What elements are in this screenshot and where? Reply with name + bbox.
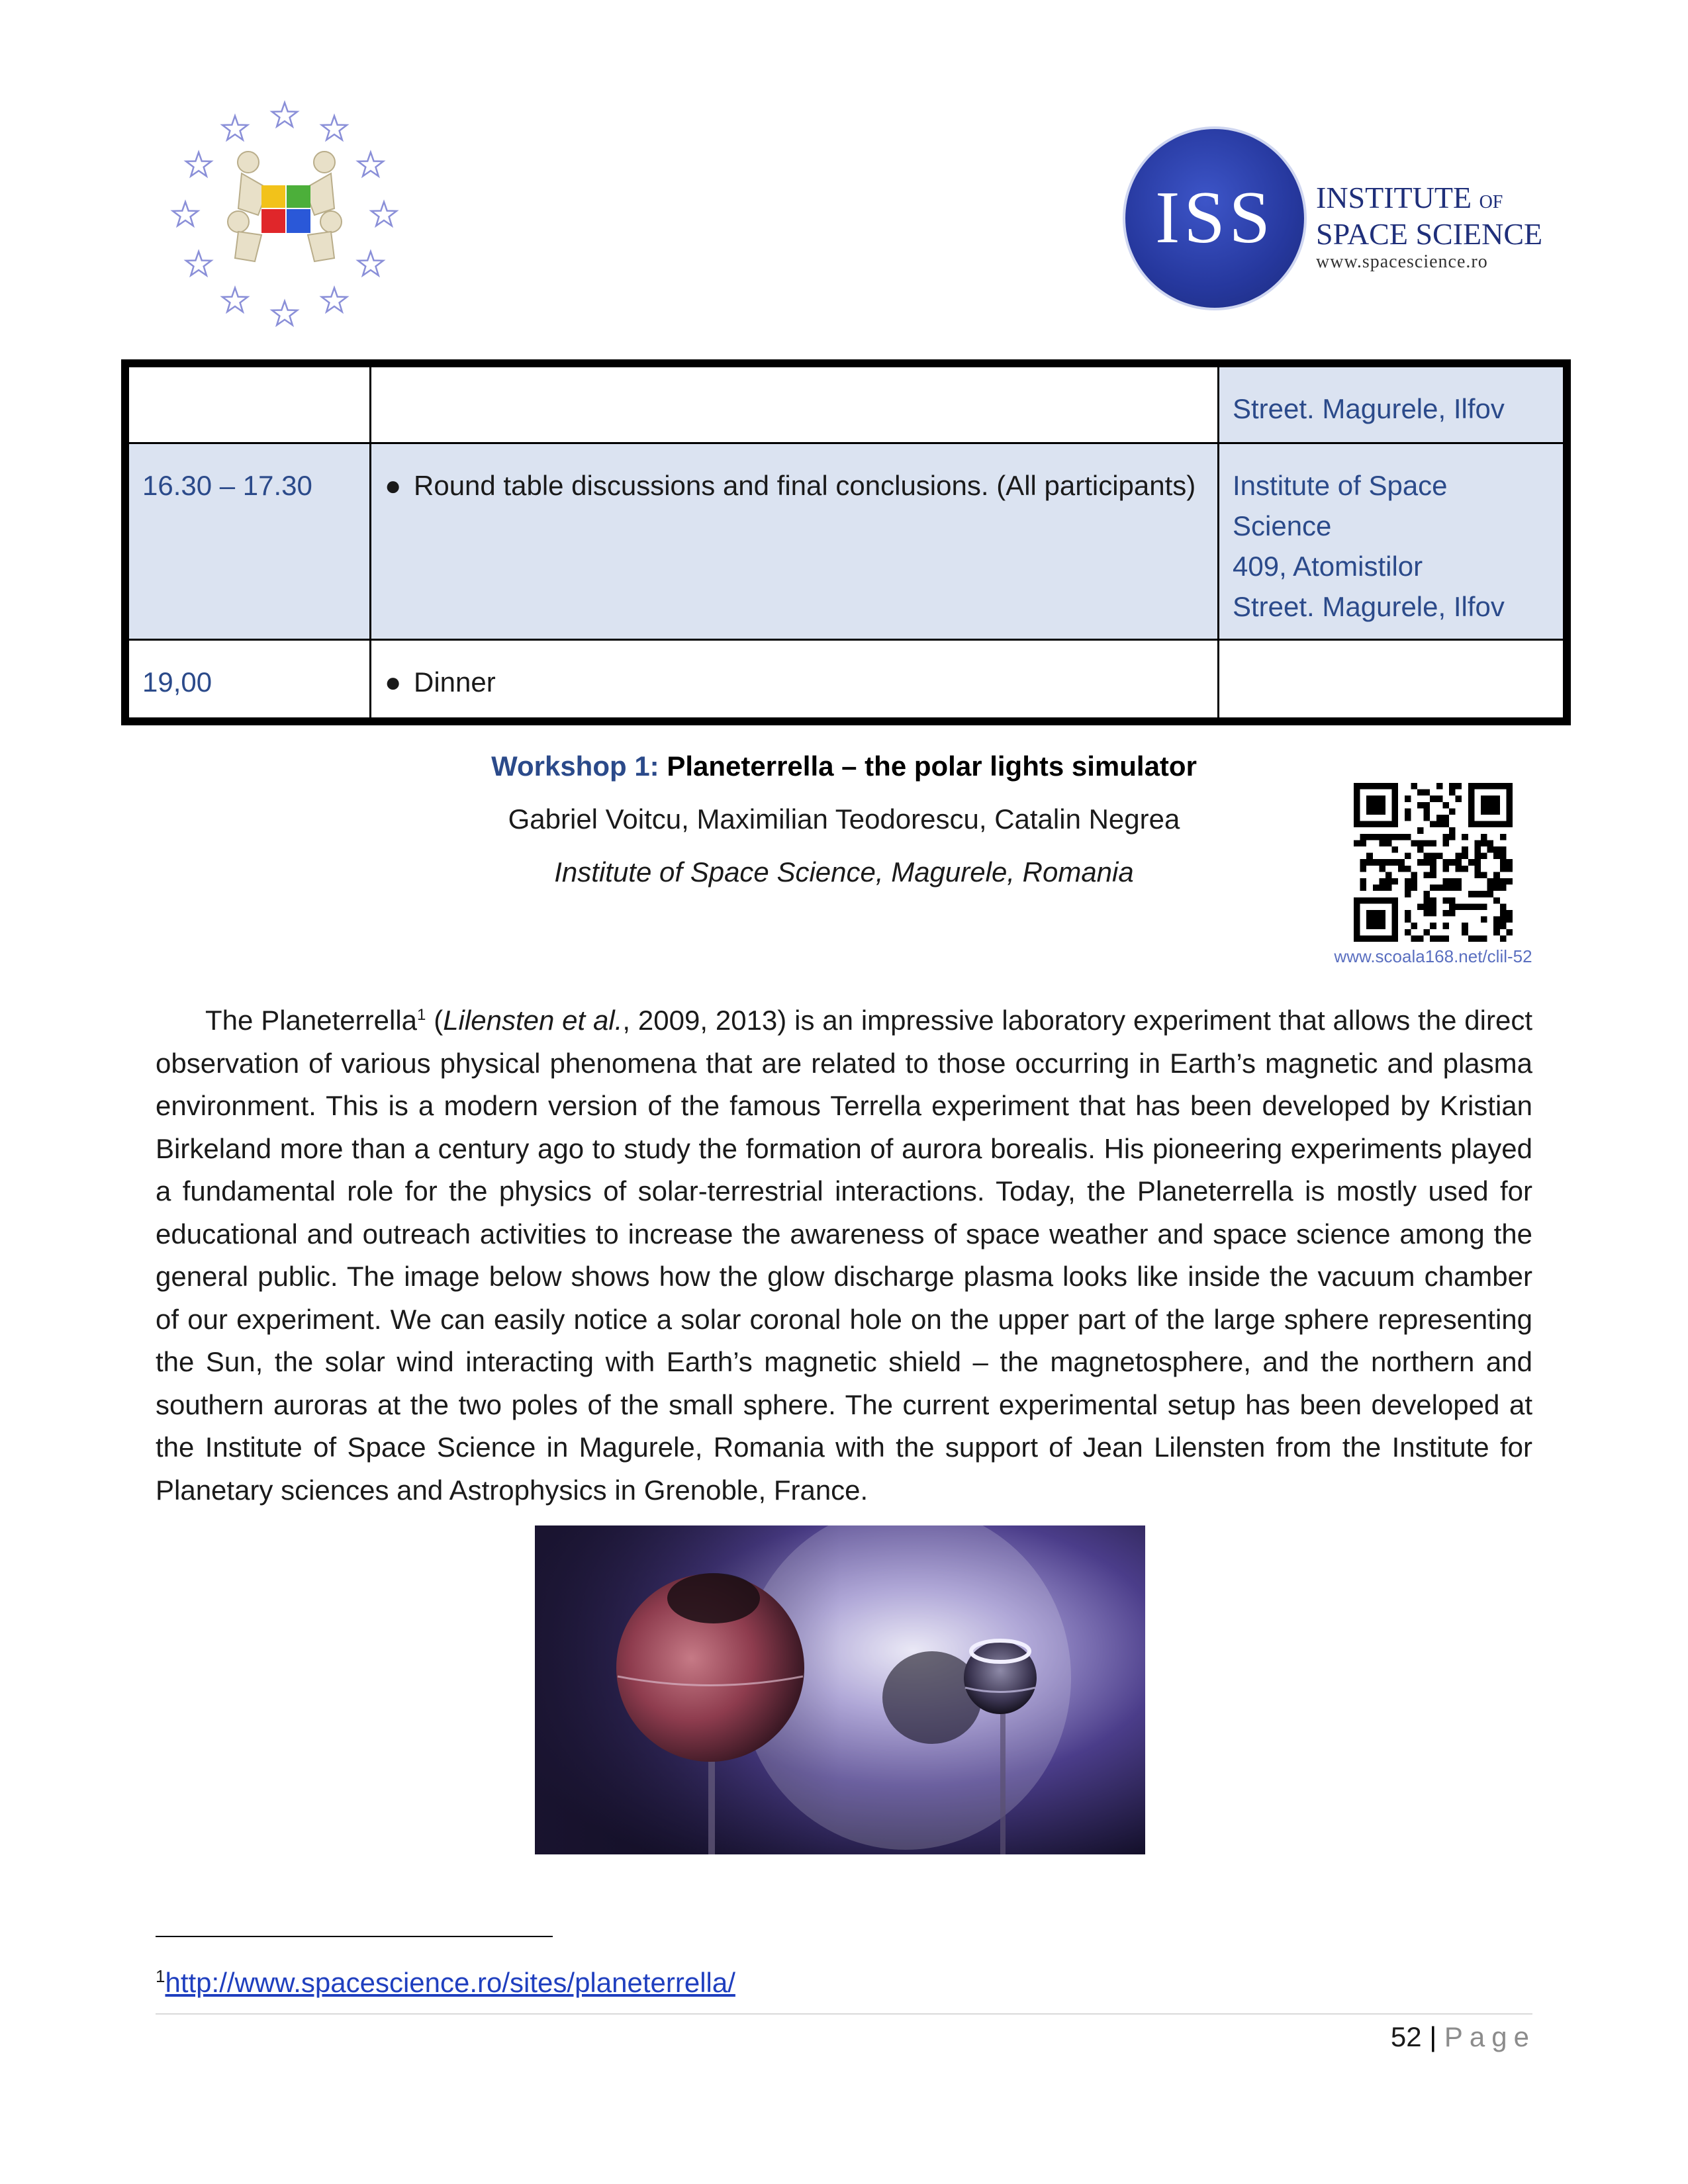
iss-wordmark-institute: INSTITUTE: [1316, 181, 1472, 214]
time-cell: 16.30 – 17.30: [128, 443, 371, 640]
page-number: [1357, 2019, 1536, 2056]
citation: Lilensten et al.: [443, 1005, 623, 1036]
project-logo: [169, 99, 400, 331]
table-row: [128, 367, 1564, 443]
time-cell: 19,00: [128, 640, 371, 719]
activity-text: Dinner: [414, 666, 496, 698]
qr-code-icon[interactable]: [1354, 783, 1513, 942]
location-line: Street. Magurele, Ilfov: [1233, 591, 1505, 622]
page-label: Page: [1444, 2021, 1536, 2052]
activity-cell: [371, 640, 1219, 719]
body-paragraph: [156, 999, 1532, 1512]
table-row: [128, 640, 1564, 719]
page-number-value: 52: [1390, 2021, 1422, 2052]
workshop-affiliation: Institute of Space Science, Magurele, Romania: [554, 856, 1134, 887]
iss-emblem: [1125, 129, 1304, 308]
schedule-table: [121, 359, 1571, 725]
activity-cell: [371, 367, 1219, 443]
footnote-mark: 1: [156, 1966, 165, 1986]
footnote-ref[interactable]: 1: [417, 1006, 426, 1024]
iss-wordmark-space-science: SPACE SCIENCE: [1316, 217, 1543, 251]
location-cell: [1219, 443, 1564, 640]
location-cell: Street. Magurele, Ilfov: [1219, 367, 1564, 443]
bullet-icon: ●: [385, 666, 402, 698]
table-row: [128, 443, 1564, 640]
iss-wordmark-of: OF: [1479, 192, 1503, 212]
workshop-label: Workshop 1:: [491, 751, 659, 782]
workshop-title: [0, 748, 1688, 785]
footnote-separator: [156, 1936, 553, 1937]
iss-emblem-letters: ISS: [1155, 177, 1274, 259]
footnote: [156, 1958, 735, 2001]
qr-url[interactable]: www.scoala168.net/clil-52: [1334, 946, 1532, 966]
activity-text: Round table discussions and final conclusions. (All participants): [414, 470, 1196, 501]
body-text-paren: (: [426, 1005, 444, 1036]
body-text-rest: , 2009, 2013) is an impressive laboratory experiment that allows the direct observation of various physical phenomena that are related to those occurring in Earth’s magnetic and plasma environment. This is a modern version of the famous Terrella experiment that has been developed by Kristian Birkeland more than a century ago to study the formation of aurora borealis. His pioneering experiments played a fundamental role for the physics of solar-terrestrial interactions. Today, the Planeterrella is mostly used for educational and outreach activities to increase the awareness of space weather and space science among the general public. The image below shows how the glow discharge plasma looks like inside the vacuum chamber of our experiment. We can easily notice a solar coronal hole on the upper part of the large sphere representing the Sun, the solar wind interacting with Earth’s magnetic shield – the magnetosphere, and the northern and southern auroras at the two poles of the small sphere. The current experimental setup has been developed at the Institute of Space Science in Magurele, Romania with the support of Jean Lilensten from the Institute for Planetary sciences and Astrophysics in Grenoble, France.: [156, 1005, 1532, 1506]
iss-wordmark: [1316, 182, 1542, 274]
iss-logo: [1125, 129, 1549, 308]
footer-separator: [156, 2013, 1532, 2015]
body-text-start: The Planeterrella: [205, 1005, 418, 1036]
footnote-link[interactable]: http://www.spacescience.ro/sites/planeterrella/: [165, 1967, 735, 1998]
planeterrella-photo: [535, 1525, 1145, 1854]
activity-cell: [371, 443, 1219, 640]
iss-wordmark-url: www.spacescience.ro: [1316, 251, 1488, 272]
location-line: Institute of Space: [1233, 470, 1448, 501]
workshop-name: Planeterrella – the polar lights simulator: [667, 751, 1197, 782]
stars-puzzle-logo-icon: [169, 99, 400, 331]
location-cell: [1219, 640, 1564, 719]
time-cell: [128, 367, 371, 443]
workshop-authors: Gabriel Voitcu, Maximilian Teodorescu, Catalin Negrea: [508, 803, 1180, 835]
page-separator: |: [1429, 2021, 1437, 2052]
location-line: Science: [1233, 510, 1332, 541]
location-line: 409, Atomistilor: [1233, 551, 1423, 582]
bullet-icon: ●: [385, 470, 402, 501]
